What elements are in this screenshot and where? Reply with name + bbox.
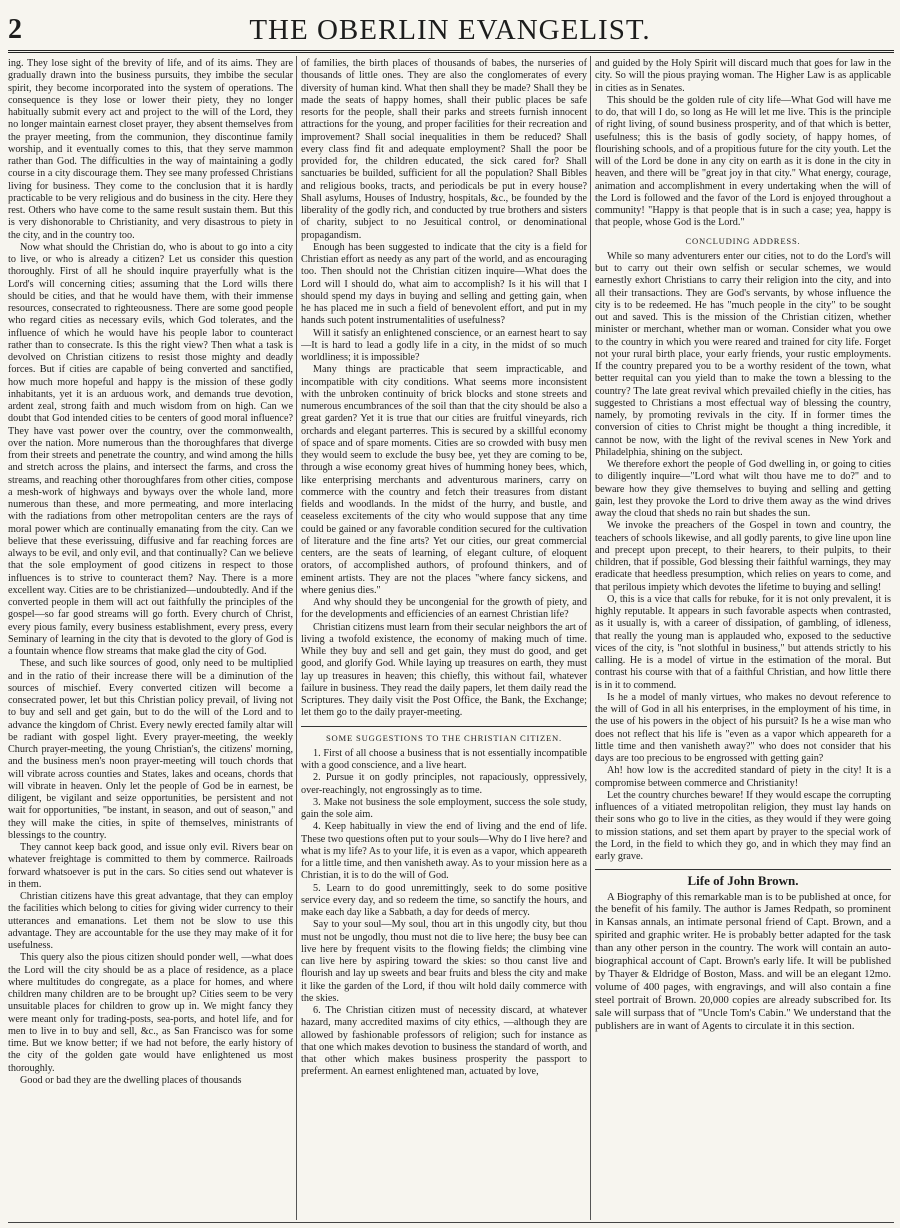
- suggestion-item: 5. Learn to do good unremittingly, seek to do some positive service every day, and so redeem the time, so sanctify the hours, and make each day like a Sabbath, a day for deeds of mercy.: [301, 882, 587, 918]
- masthead-rule: [8, 50, 894, 53]
- paragraph: Will it satisfy an enlightened conscience, or an earnest heart to say—It is hard to lead a godly life in a city, in the midst of so much worldliness; it is impossible?: [301, 327, 587, 363]
- masthead: [0, 0, 900, 52]
- paragraph: Christian citizens must learn from their secular neighbors the art of living a twofold existence, the economy of making much of time. While they buy and sell and get gain, they must do good, and get good, and glorify God. While laying up treasures on earth, they must lay up treasures in heaven; this chiefly, this without fail, whatever failure in business. They read the daily papers, let them daily read the Scriptures. They daily visit the Post Office, the Bank, the Exchange; let them go to the daily prayer-meeting.: [301, 621, 587, 719]
- column-divider: [590, 56, 591, 1220]
- paragraph: This query also the pious citizen should ponder well, —what does the Lord will the city should be as a place of residence, as a place where multitudes do congregate, as a place for homes, and where children many children are to be brought up? Cities seem to be very unsuitable places for children to grow up in. We might fancy they were meant only for trading-posts, sea-ports, and hotel life, and for men to live in to buy and sell, &c., as San Francisco was for some time. But we know better; if we had not before, the early history of the city of the golden gate would have enlightened us most thoroughly.: [8, 952, 293, 1074]
- paragraph: Enough has been suggested to indicate that the city is a field for Christian effort as needy as any part of the world, and as encouraging too. Then should not the Christian citizen inquire—What does the Lord will I should do, what aim to accomplish? Is it his will that I should spend my days in buying and selling and getting gain, when he has placed me in such a field of benevolent effort, and put in my hands such potent instrumentalities of usefulness?: [301, 241, 587, 327]
- section-heading-concluding: CONCLUDING ADDRESS.: [685, 235, 801, 246]
- column-3: [595, 58, 891, 1218]
- paragraph: They cannot keep back good, and issue only evil. Rivers bear on whatever freightage is committed to them by commerce. Railroads forward whatsoever is put in the cars. So cities send out whatever is in them.: [8, 842, 293, 890]
- paragraph: While so many adventurers enter our cities, not to do the Lord's will but to carry out their own selfish or secular schemes, we would earnestly exhort Christians to carry their religion into the city, and into all their transactions. They are God's servants, by whose influence the city is to be redeemed. He has "much people in the city" to be sought out and saved. This is the mission of the Christian citizen, whether minister or merchant, whether man or woman. Consider what you owe to the country in which you were reared and trained for city life. Forget not your rural birth place, your early friends, your rustic employments. If the country prepared you to be a worthy resident of the town, what better requital can you yield than to make the town a blessing to the country? The late great revival which prevailed chiefly in the cities, has suggested to Christians a most effectual way of blessing the country, namely, by promoting revivals in the city. If in former times the conversion of cities to Christ might be thought a thing incredible, it cannot be now, with the light of the revival scenes in New York and Philadelphia, shining on the subject.: [595, 250, 891, 458]
- article-body: A Biography of this remarkable man is to be published at once, for the benefit of his family. The author is James Redpath, so prominent in Kansas annals, an intimate personal friend of Capt. Brown, and a spirited and graphic writer. He is probably better adapted for the task than any other person in the country. The work will contain an auto-biographical account of Capt. Brown's early life. It will be published by Thayer & Eldridge of Boston, Mass. and will be an elegant 12mo. volume of 400 pages, with engravings, and will also contain a fine steel portrait of Brown. 20,000 copies are already subscribed for. Its sale will surpass that of "Uncle Tom's Cabin." We understand that the publishers are in want of Agents to circulate it in this section.: [595, 891, 891, 1032]
- section-heading-suggestions: SOME SUGGESTIONS TO THE CHRISTIAN CITIZEN.: [325, 732, 563, 743]
- paragraph: Is he a model of manly virtues, who makes no devout reference to the will of God in all his enterprises, in the employment of his time, in the use of his powers in the object of his pursuit? Is he a wise man who does not reflect that his life is "even as a vapor which appeareth for a little time and then vanisheth away?" who does not consider that his days are too precious to be engrossed with getting gain?: [595, 691, 891, 764]
- section-divider: [301, 726, 587, 727]
- suggestion-item: 2. Pursue it on godly principles, not rapaciously, oppressively, over-reachingly, not engrossingly as to time.: [301, 772, 587, 796]
- paragraph: Ah! how low is the accredited standard of piety in the city! It is a compromise between commerce and Christianity!: [595, 765, 891, 789]
- paragraph: These, and such like sources of good, only need to be multiplied and in the ratio of their increase there will be a diminution of the sources of mischief. Every converted citizen will become a consecrated power, let but this Christian policy prevail, of living not to buy and sell and get gain, but to do the will of the Lord and to advance the kingdom of Christ. Every newly erected family altar will be radiant with gospel light. Every prayer-meeting, the weekly Church prayer-meeting, the young Christian's, the citizens' morning, and the business men's noon prayer-meeting will touch chords that will vibrate across counties and States, lakes and oceans, chords that will vibrate in heaven. Only let the people of God be in earnest, be diligent, be vigilant and seize opportunities, be persistent and not wait for opportunities, "be instant, in season, and out of season," and they will make the cities, in spite of themselves, ministrants of blessings to the country.: [8, 658, 293, 841]
- suggestion-item: 4. Keep habitually in view the end of living and the end of life. These two questions often put to your souls—Why do I live here? and what is my life? As to your life, it is even as a vapor, which appeareth for a little time, and then vanisheth away. As to your mission here as a Christian, it is to do the will of God.: [301, 821, 587, 882]
- paragraph: And why should they be uncongenial for the growth of piety, and for the developments and efficiencies of an earnest Christian life?: [301, 597, 587, 621]
- suggestion-item: Say to your soul—My soul, thou art in this ungodly city, but thou must not be ungodly, thou must not die to live here; the busy bee can live here by frequent visits to the flowing fields; the climbing vine can live here by aspiring toward the skies: so thou canst live and flourish and lay up sweets and bear fruits and bless the city and make it like the garden of the Lord, if thou wilt hold daily commerce with the skies.: [301, 919, 587, 1004]
- paragraph: Many things are practicable that seem impracticable, and incompatible with city conditions. What seems more inconsistent with the unbroken continuity of brick blocks and stone streets and numerous encumbrances of the soil than that the city should be also a great garden? Yet it is true that our cities are fruitful vineyards, rich orchards and elegant parterres. This is secured by a skillful economy of space and of spare moments. Cities are so crowded with busy men they would seem to exclude the busy bee, yet they are coming to be, through a wise economy great hives of humming honey bees, which, like enterprising merchants and adventurous mariners, carry on commerce with the country and fetch their treasures from distant fields and woodlands. In the midst of the hurry, and bustle, and ceaseless excitements of the city who would suppose that any time could be gained or any favorable condition secured for the cultivation of literature and the fine arts? Yet our cities, our great commercial centers, are the seats of learning, of elegant culture, of eloquent orators, of accomplished authors, of profound thinkers, and of eminent artists. They are not the places "where fancy sickens, and where genius dies.": [301, 364, 587, 596]
- page-bottom-rule: [8, 1222, 894, 1223]
- paragraph: This should be the golden rule of city life—What God will have me to do, that will I do, so long as He will let me live. This is the principle of right living, of sound business prosperity, and of that which is better, usefulness; this is the basis of godly society, of happy homes, of flourishing schools, and of a propitious future for the city youth. Let the will of the Lord be done in any city on earth as it is done in the city in heaven, and there will be "great joy in that city." What energy, courage, animation and accomplishment in every undertaking when the will of the Lord is followed and the favor of the Lord is enjoyed throughout a community! "Happy is that people that is in such a case; yea, happy is that people, whose God is the Lord.": [595, 94, 891, 229]
- page-number: 2: [8, 14, 22, 45]
- column-2: [301, 58, 587, 1218]
- paragraph: ing. They lose sight of the brevity of life, and of its aims. They are gradually drawn into the business pursuits, they imbibe the secular spirit, they become incorporated into the system of operations. The consequence is they lose or lower their piety, they no longer habitually submit every act and project to the will of the Lord, they no longer maintain earnest closet prayer, they absent themselves from the prayer meeting, from the communion, they discontinue family worship, and it eventually comes to this, that they serve mammon rather than God. The difficulties in the way of maintaining a godly course in a city discourage them. They see many professed Christians living for business. They come to the conclusion that it is hardly practicable to be very religious and do business in the city. Here they rest. Others who have come to the same result sustain them. But this is very dishonorable to Christianity, and very disastrous to piety in the city, and in the country too.: [8, 58, 293, 241]
- paragraph: Let the country churches beware! If they would escape the corrupting influences of a vitiated metropolitan religion, they must lay hands on their sons who go to live in the cities, as they would if they were going to mission stations, and set them apart by prayer to the special work of the Lord, in the field to which they go, and in which they may find an early grave.: [595, 789, 891, 862]
- column-1: [8, 58, 293, 1218]
- suggestion-item: 1. First of all choose a business that is not essentially incompatible with a good conscience, and a live heart.: [301, 747, 587, 771]
- paragraph: O, this is a vice that calls for rebuke, for it is not only prevalent, it is highly reputable. It appears in such favorable aspects when contrasted, as it usually is, with a career of dissipation, of gambling, of idleness, that really the young man is applauded who, exposed to the seductive vices of the city, is "not slothful in business," but attends strictly to his calling. He is a model of virtue in the estimation of the moral. But contrast his course with that of a faithful Christian, and how little there is in it to commend.: [595, 593, 891, 691]
- paragraph: Christian citizens have this great advantage, that they can employ the facilities which belong to cities for giving wider currency to their utterances and emanations. Let them not be slow to use this advantage. They are accountable for the use they may make of it for usefulness.: [8, 891, 293, 951]
- paragraph: and guided by the Holy Spirit will discard much that goes for law in the city. So will the pious praying woman. The Higher Law is as applicable in cities as in Senates.: [595, 58, 891, 94]
- paragraph: Now what should the Christian do, who is about to go into a city to live, or who is already a citizen? Let us consider this question thoroughly. First of all he should inquire prayerfully what is the Lord's will concerning cities; assuming that the Lord wills there should be cities, and that he would have them, with their immense resources, consecrated to righteousness. There are some good people who regard cities as necessary evils, which God tolerates, and the influence of which he would have his people labor to counteract rather than to consecrate. Is this the right view? Then what a task is devolved on Christian citizens to resist those mighty and deadly forces. But if cities are capable of being converted and sanctified, how much more hopeful and happy is the mission of these godly inhabitants, yet it is an arduous work, and demands true devotion, ardent zeal, strong faith and much wisdom from on high. Can we doubt that God intended cities to be centers of good moral influence? They have vast power over the country, over the commonwealth, over the nation. More numerous than the thoroughfares that diverge from their streets and penetrate the country, and wind among the hills and stretch across the plains, and intersect the farms, and cross the streams, and reaching other thoroughfares from other cities, compose a mesh-work of highways and byways over the whole land, more numerous than these, and more permeating, and more interlacing with the radiations from other metropolitan centers are the rays of moral power which are continually emanating from the city. Can we believe that these everissuing, diffusive and far reaching forces are always to be evil, and only evil, and that continually? Can we believe that the sole employment of good citizens in respect to those influences is to strive to counteract them? Nay. There is a more excellent way. Cities are to be christianized—undoubtedly. And if the converted people in them will act out faithfully the principles of the gospel—so far good streams will go forth. Every church of Christ, every pious family, every business establishment, every press, every Seminary of learning in the city that is devoted to the glory of God is a fountain whence flow streams that make glad the city of God.: [8, 241, 293, 657]
- section-divider: [595, 869, 891, 870]
- paragraph: We invoke the preachers of the Gospel in town and country, the teachers of schools likewise, and all godly parents, to give line upon line and precept upon precept, to their hearers, to their pulpits, to their children, that if possible, God blessing their faithful warnings, they may eradicate that heedless presumption, which relies on years to come, and that perilous impiety which devotes the lifetime to buying and selling!: [595, 520, 891, 593]
- newspaper-title: THE OBERLIN EVANGELIST.: [249, 14, 651, 46]
- column-divider: [296, 56, 297, 1220]
- paragraph: Good or bad they are the dwelling places of thousands: [20, 1074, 242, 1086]
- suggestion-item: 6. The Christian citizen must of necessity discard, at whatever hazard, many accredited maxims of city ethics, —although they are allowed by fashionable professors of religion; such for instance as that one which makes devotion to business the standard of worth, and that other which makes business prosperity the passport to preferment. An earnest enlightened man, actuated by love,: [301, 1005, 587, 1078]
- paragraph: We therefore exhort the people of God dwelling in, or going to cities to diligently inquire—"Lord what wilt thou have me to do?" and to beware how they give themselves to buying and selling and getting gain, lest they provoke the Lord to drive them away as the wind drives away the cloud that sheds no rain but shades the sun.: [595, 459, 891, 519]
- paragraph: of families, the birth places of thousands of babes, the nurseries of thousands of little ones. They are also the conglomerates of every diversity of human kind. What then shall they be made? Shall they be made the seats of happy homes, shall their public places be safe resorts for the people, shall their parks and streets furnish innocent attractions for the young, and proper facilities for their recreation and improvement? Shall social inequalities in them be reduced? Shall every class find fit and adequate employment? Shall the poor be provided for, the children educated, the sick cared for? Shall sanctuaries be builded, sufficient for all the population? Shall Bibles and religious books, tracts, and periodicals be put in every house? Shall asylums, Houses of Industry, hospitals, &c., be founded by the liberality of the godly rich, and conducted by true brothers and sisters of charity, subject to no Jesuitical control, or denominational propagandism.: [301, 58, 587, 241]
- article-title: Life of John Brown.: [687, 873, 799, 889]
- suggestion-item: 3. Make not business the sole employment, success the sole study, gain the sole aim.: [301, 796, 587, 820]
